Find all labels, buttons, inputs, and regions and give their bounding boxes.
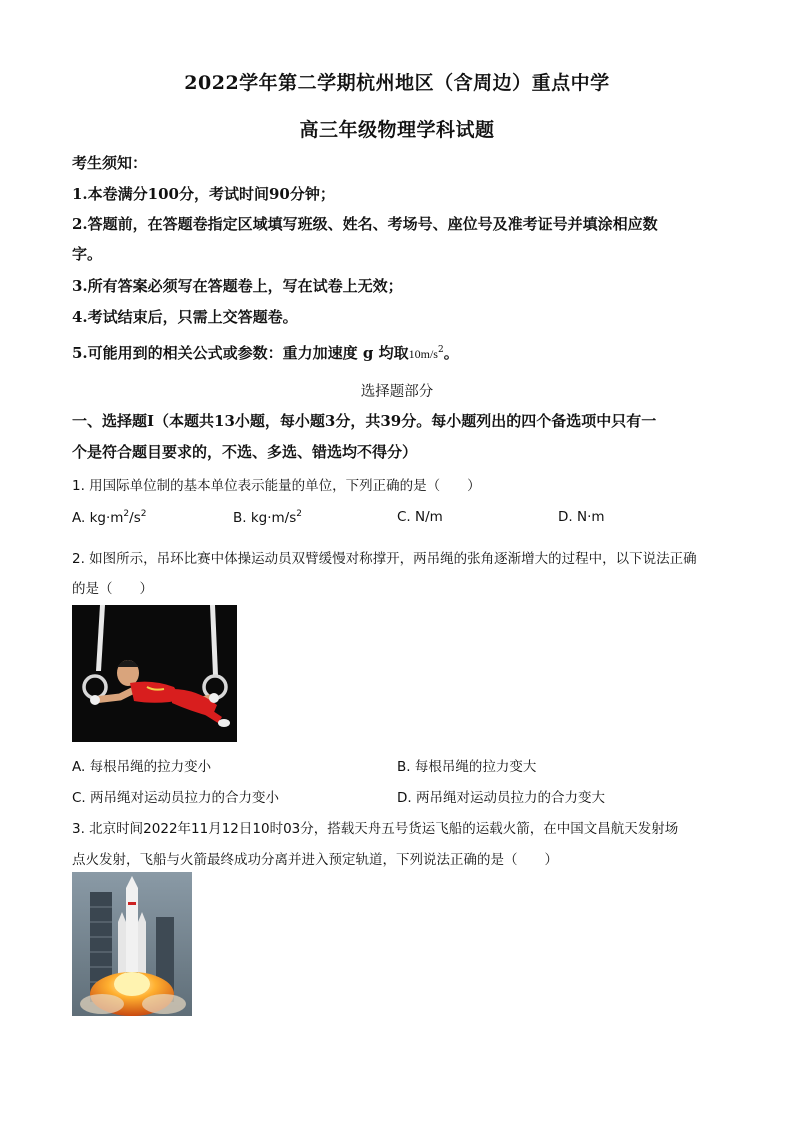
exam-title-line1: 2022学年第二学期杭州地区（含周边）重点中学: [184, 72, 610, 94]
gymnast-illustration: [72, 605, 237, 742]
notice-heading: 考生须知：: [72, 154, 148, 172]
rocket-launch-photo: [72, 872, 192, 1016]
notice-item-1: 1.本卷满分100分，考试时间90分钟；: [72, 185, 335, 203]
notice-item-5: [72, 342, 459, 363]
question-1-option-b: B. $kg\cdot m/s^2$: [233, 509, 302, 526]
notice-item-5-prefix: 5.可能用到的相关公式或参数：重力加速度 g 均取: [72, 344, 409, 362]
gravity-exponent: 2: [437, 345, 444, 355]
question-2-stem-line1: 2. 如图所示，吊环比赛中体操运动员双臂缓慢对称撑开，两吊绳的张角逐渐增大的过程中，以下说法正确: [72, 551, 697, 567]
rocket-illustration: [72, 872, 192, 1016]
gymnast-rings-photo: [72, 605, 237, 742]
notice-item-2-line2: 字。: [72, 245, 103, 263]
part1-instructions-line1: 一、选择题Ⅰ（本题共13小题，每小题3分，共39分。每小题列出的四个备选项中只有一: [72, 412, 657, 430]
question-3-stem-line2: 点火发射，飞船与火箭最终成功分离并进入预定轨道，下列说法正确的是（ ）: [72, 852, 558, 868]
question-2-option-a: A. 每根吊绳的拉力变小: [72, 759, 212, 775]
question-2-stem-line2: 的是（ ）: [72, 581, 153, 597]
part1-instructions-line2: 个是符合题目要求的，不选、多选、错选均不得分）: [72, 443, 418, 461]
section-title: 选择题部分: [360, 384, 434, 400]
question-1-option-d: D. N·m: [558, 509, 605, 525]
question-2-option-b: B. 每根吊绳的拉力变大: [397, 759, 537, 775]
exam-title-line2: 高三年级物理学科试题: [299, 119, 495, 141]
question-3-stem-line1: 3. 北京时间2022年11月12日10时03分，搭载天舟五号货运飞船的运载火箭，在中国文昌航天发射场: [72, 821, 679, 837]
gravity-value: 10m/s: [408, 347, 438, 361]
notice-item-2-line1: 2.答题前，在答题卷指定区域填写班级、姓名、考场号、座位号及准考证号并填涂相应数: [72, 215, 658, 233]
notice-item-4: 4.考试结束后，只需上交答题卷。: [72, 308, 298, 326]
question-1-option-c: C. N/m: [397, 509, 443, 525]
question-1-stem: 1. 用国际单位制的基本单位表示能量的单位，下列正确的是（ ）: [72, 478, 481, 494]
question-2-option-d: D. 两吊绳对运动员拉力的合力变大: [397, 790, 605, 806]
notice-item-3: 3.所有答案必须写在答题卷上，写在试卷上无效；: [72, 277, 403, 295]
question-2-option-c: C. 两吊绳对运动员拉力的合力变小: [72, 790, 280, 806]
notice-item-5-suffix: 。: [443, 344, 459, 362]
question-1-option-a: A. $kg\cdot m^2/s^2$: [72, 509, 147, 526]
